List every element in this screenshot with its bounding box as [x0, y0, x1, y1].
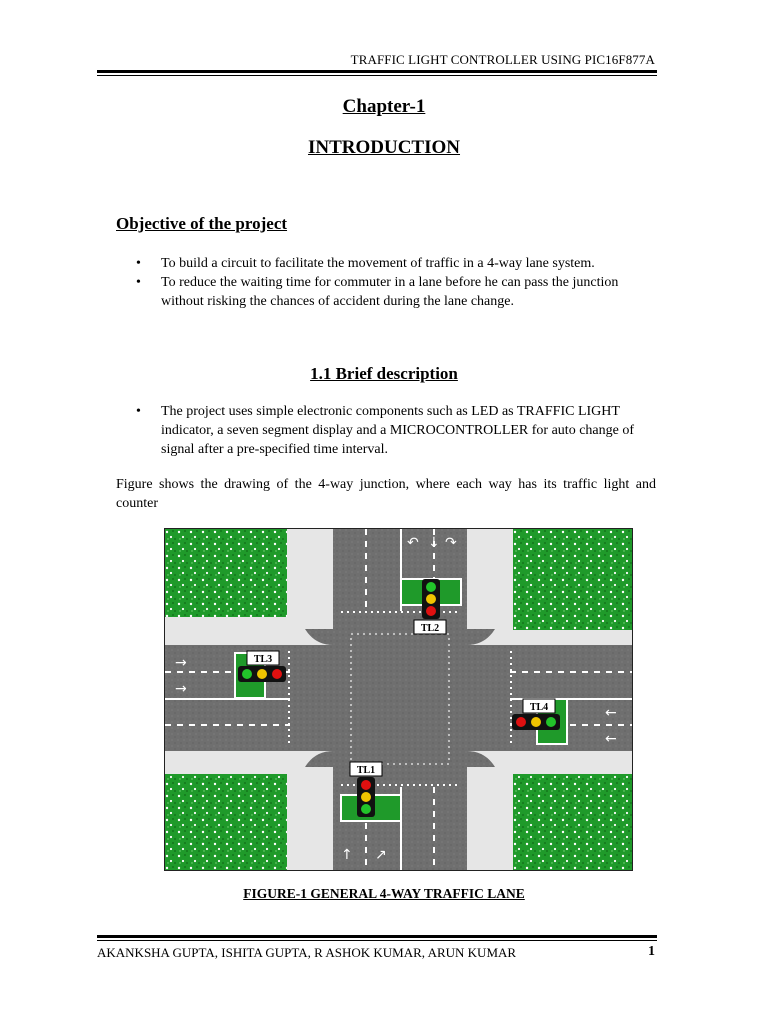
- arrow-icon: ↗: [375, 847, 387, 863]
- tl1-red-lamp: [361, 780, 371, 790]
- arrow-icon: ↷: [445, 535, 457, 551]
- running-header: TRAFFIC LIGHT CONTROLLER USING PIC16F877A: [350, 52, 655, 67]
- arrow-icon: ↶: [407, 535, 419, 551]
- list-item: • The project uses simple electronic components such as LED as TRAFFIC LIGHT indicator, a seven segment display and a MICROCONTROLLER for auto change of signal after a pre-specified time interval.: [136, 402, 660, 459]
- arrow-icon: ↓: [428, 535, 440, 551]
- tl3-label: TL3: [253, 654, 273, 665]
- tl1-green-lamp: [361, 804, 371, 814]
- tl4-label: TL4: [529, 702, 549, 713]
- footer-rule-thin: [97, 940, 657, 941]
- page-number: 1: [648, 944, 655, 959]
- header-rule: [97, 70, 657, 73]
- grass-top-left: [165, 529, 287, 617]
- chapter-number: Chapter-1: [342, 96, 426, 117]
- tl2-red-lamp: [426, 606, 436, 616]
- tl4-green-lamp: [546, 717, 556, 727]
- figure-intro-paragraph: Figure shows the drawing of the 4-way junction, where each way has its traffic light and counter: [116, 477, 656, 511]
- tl4-yellow-lamp: [531, 717, 541, 727]
- arrow-icon: ↑: [341, 847, 353, 863]
- tl1-yellow-lamp: [361, 792, 371, 802]
- list-item: • To reduce the waiting time for commuter in a lane before he can pass the junction without risking the chances of accident during the lane change.: [136, 273, 660, 311]
- grass-bottom-left: [165, 774, 287, 870]
- tl2-label: TL2: [420, 623, 440, 634]
- arrow-icon: →: [175, 655, 187, 671]
- junction-figure: [164, 528, 633, 871]
- arrow-icon: ←: [605, 731, 617, 747]
- header-rule-thin: [97, 75, 657, 76]
- arrow-icon: →: [175, 681, 187, 697]
- tl1-label: TL1: [356, 765, 376, 776]
- tl4-red-lamp: [516, 717, 526, 727]
- arrow-icon: ←: [605, 705, 617, 721]
- grass-bottom-right: [513, 774, 632, 870]
- section-heading: 1.1 Brief description: [310, 364, 458, 383]
- tl3-red-lamp: [272, 669, 282, 679]
- chapter-title: INTRODUCTION: [307, 137, 461, 158]
- grass-top-right: [513, 529, 632, 630]
- objective-heading: Objective of the project: [116, 214, 288, 233]
- tl3-green-lamp: [242, 669, 252, 679]
- list-item: • To build a circuit to facilitate the movement of traffic in a 4-way lane system.: [136, 254, 660, 273]
- brief-list: [136, 402, 660, 459]
- tl2-yellow-lamp: [426, 594, 436, 604]
- tl2-green-lamp: [426, 582, 436, 592]
- figure-caption: FIGURE-1 GENERAL 4-WAY TRAFFIC LANE: [243, 886, 525, 901]
- tl3-yellow-lamp: [257, 669, 267, 679]
- footer-authors: AKANKSHA GUPTA, ISHITA GUPTA, R ASHOK KUMAR, ARUN KUMAR: [97, 945, 517, 960]
- objective-list: [136, 254, 660, 311]
- footer-rule: [97, 935, 657, 938]
